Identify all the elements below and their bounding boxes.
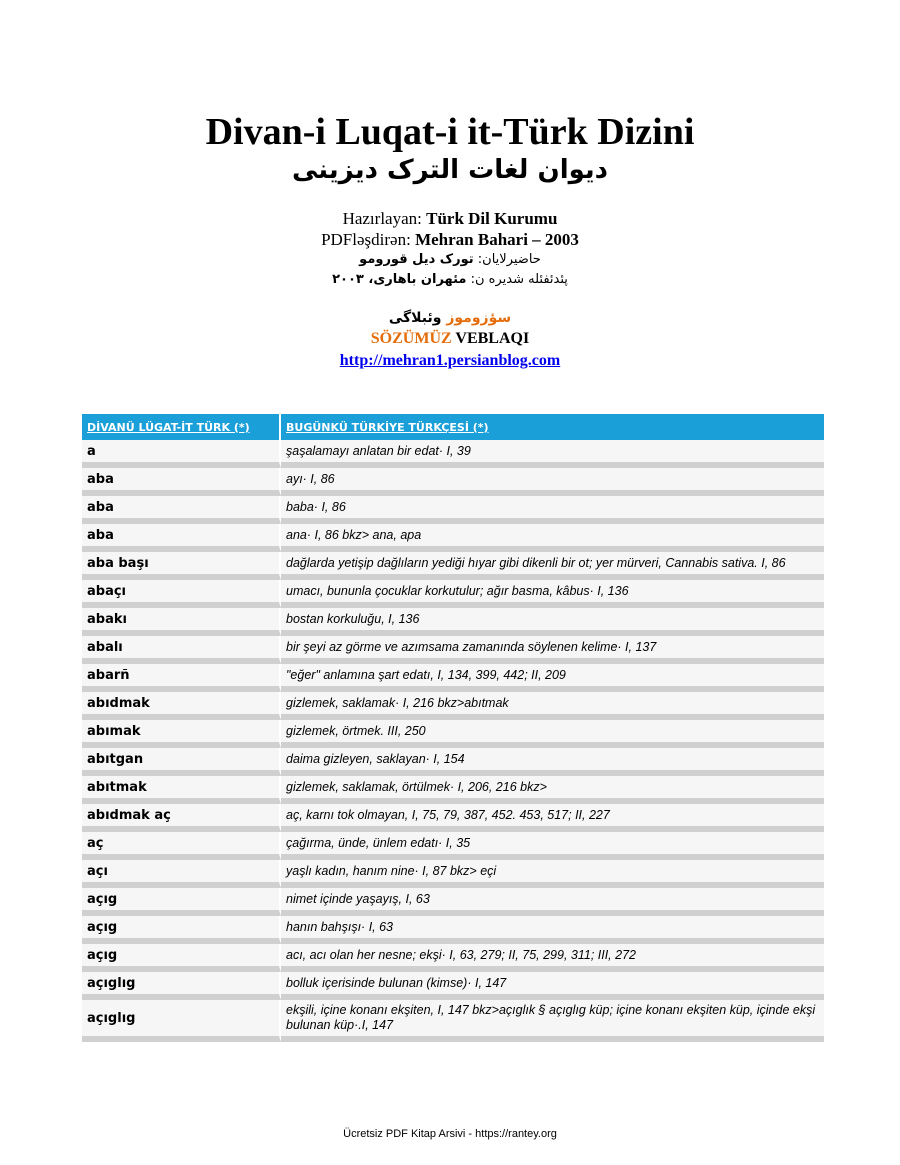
prepared-by-line: Hazırlayan: Türk Dil Kurumu [342, 209, 558, 228]
page-footer: Ücretsiz PDF Kitap Arsivi - https://rantey.org [343, 1128, 557, 1140]
entry-definition: çağırma, ünde, ünlem edatı· I, 35 [281, 832, 824, 860]
table-row [82, 636, 824, 664]
document-title-arabic: دیوان لغات الترک دیزینی [291, 155, 609, 185]
table-row [82, 524, 824, 552]
entry-definition: ana· I, 86 bkz> ana, apa [281, 524, 824, 552]
table-row [82, 552, 824, 580]
entry-word: aba başı [82, 552, 281, 580]
entry-definition: gizlemek, saklamak· I, 216 bkz>abıtmak [281, 692, 824, 720]
entry-definition: ekşili, içine konanı ekşiten, I, 147 bkz>açıglık § açıglıg küp; içine konanı ekşiten küp, içinde ekşi bulunan küp·.I, 147 [281, 1000, 824, 1042]
credits-block [0, 208, 900, 371]
entry-word: abıdmak [82, 692, 281, 720]
entry-definition: umacı, bununla çocuklar korkutulur; ağır basma, kâbus· I, 136 [281, 580, 824, 608]
prepared-by-name: Türk Dil Kurumu [426, 209, 558, 228]
entry-definition: bostan korkuluğu, I, 136 [281, 608, 824, 636]
entry-word: abalı [82, 636, 281, 664]
entry-word: aba [82, 524, 281, 552]
entry-word: aba [82, 468, 281, 496]
entry-definition: "eğer" anlamına şart edatı, I, 134, 399, 442; II, 209 [281, 664, 824, 692]
entry-word: abımak [82, 720, 281, 748]
entry-definition: daima gizleyen, saklayan· I, 154 [281, 748, 824, 776]
dictionary-table [82, 414, 824, 1042]
brand-latin: SÖZÜMÜZ VEBLAQI [370, 330, 530, 347]
table-row [82, 748, 824, 776]
entry-word: a [82, 440, 281, 468]
table-body [82, 440, 824, 1042]
entry-definition: bir şeyi az görme ve azımsama zamanında söylenen kelime· I, 137 [281, 636, 824, 664]
entry-definition: ayı· I, 86 [281, 468, 824, 496]
table-row [82, 944, 824, 972]
entry-definition: yaşlı kadın, hanım nine· I, 87 bkz> eçi [281, 860, 824, 888]
entry-definition: şaşalamayı anlatan bir edat· I, 39 [281, 440, 824, 468]
entry-word: açıglıg [82, 972, 281, 1000]
entry-word: abaçı [82, 580, 281, 608]
table-row [82, 580, 824, 608]
table-row [82, 776, 824, 804]
entry-definition: gizlemek, örtmek. III, 250 [281, 720, 824, 748]
entry-word: abakı [82, 608, 281, 636]
entry-definition: bolluk içerisinde bulunan (kimse)· I, 147 [281, 972, 824, 1000]
table-row [82, 972, 824, 1000]
entry-word: abıtgan [82, 748, 281, 776]
column-header-modern-turkish[interactable]: BUGÜNKÜ TÜRKİYE TÜRKÇESİ (*) [281, 414, 824, 440]
entry-word: açı [82, 860, 281, 888]
entry-word: aç [82, 832, 281, 860]
table-row [82, 608, 824, 636]
entry-definition: dağlarda yetişip dağlıların yediği hıyar gibi dikenli bir ot; yer mürveri, Cannabis sativa. I, 86 [281, 552, 824, 580]
entry-word: açıg [82, 916, 281, 944]
entry-definition: aç, karnı tok olmayan, I, 75, 79, 387, 452. 453, 517; II, 227 [281, 804, 824, 832]
entry-word: açıglıg [82, 1000, 281, 1042]
table-row [82, 916, 824, 944]
table-row [82, 692, 824, 720]
brand-arabic: سؤزوموز وئبلاگی [388, 310, 512, 326]
pdf-by-line: PDFləşdirən: Mehran Bahari – 2003 [321, 230, 579, 249]
document-title: Divan-i Luqat-i it-Türk Dizini [205, 111, 695, 153]
entry-word: abıdmak aç [82, 804, 281, 832]
table-row [82, 888, 824, 916]
table-row [82, 1000, 824, 1042]
pdf-by-name: Mehran Bahari – 2003 [415, 230, 579, 249]
table-row [82, 720, 824, 748]
table-row [82, 804, 824, 832]
table-row [82, 832, 824, 860]
table-row [82, 496, 824, 524]
entry-definition: nimet içinde yaşayış, I, 63 [281, 888, 824, 916]
table-row [82, 664, 824, 692]
table-header-row [82, 414, 824, 440]
blog-link[interactable]: http://mehran1.persianblog.com [339, 352, 561, 369]
table-row [82, 440, 824, 468]
entry-word: açıg [82, 888, 281, 916]
pdf-by-line-arabic: پئدئفئله شدیره ن: مئهران باهاری، ۲۰۰۳ [332, 272, 568, 287]
entry-word: aba [82, 496, 281, 524]
prepared-by-line-arabic: حاضیرلایان: تورک دیل قورومو [359, 252, 541, 267]
entry-definition: gizlemek, saklamak, örtülmek· I, 206, 216 bkz> [281, 776, 824, 804]
entry-definition: baba· I, 86 [281, 496, 824, 524]
entry-word: açıg [82, 944, 281, 972]
table-row [82, 860, 824, 888]
entry-definition: acı, acı olan her nesne; ekşi· I, 63, 279; II, 75, 299, 311; III, 272 [281, 944, 824, 972]
table-row [82, 468, 824, 496]
entry-word: abarñ [82, 664, 281, 692]
entry-definition: hanın bahşışı· I, 63 [281, 916, 824, 944]
entry-word: abıtmak [82, 776, 281, 804]
column-header-old-turkic[interactable]: DİVANÜ LÜGAT-İT TÜRK (*) [82, 414, 281, 440]
